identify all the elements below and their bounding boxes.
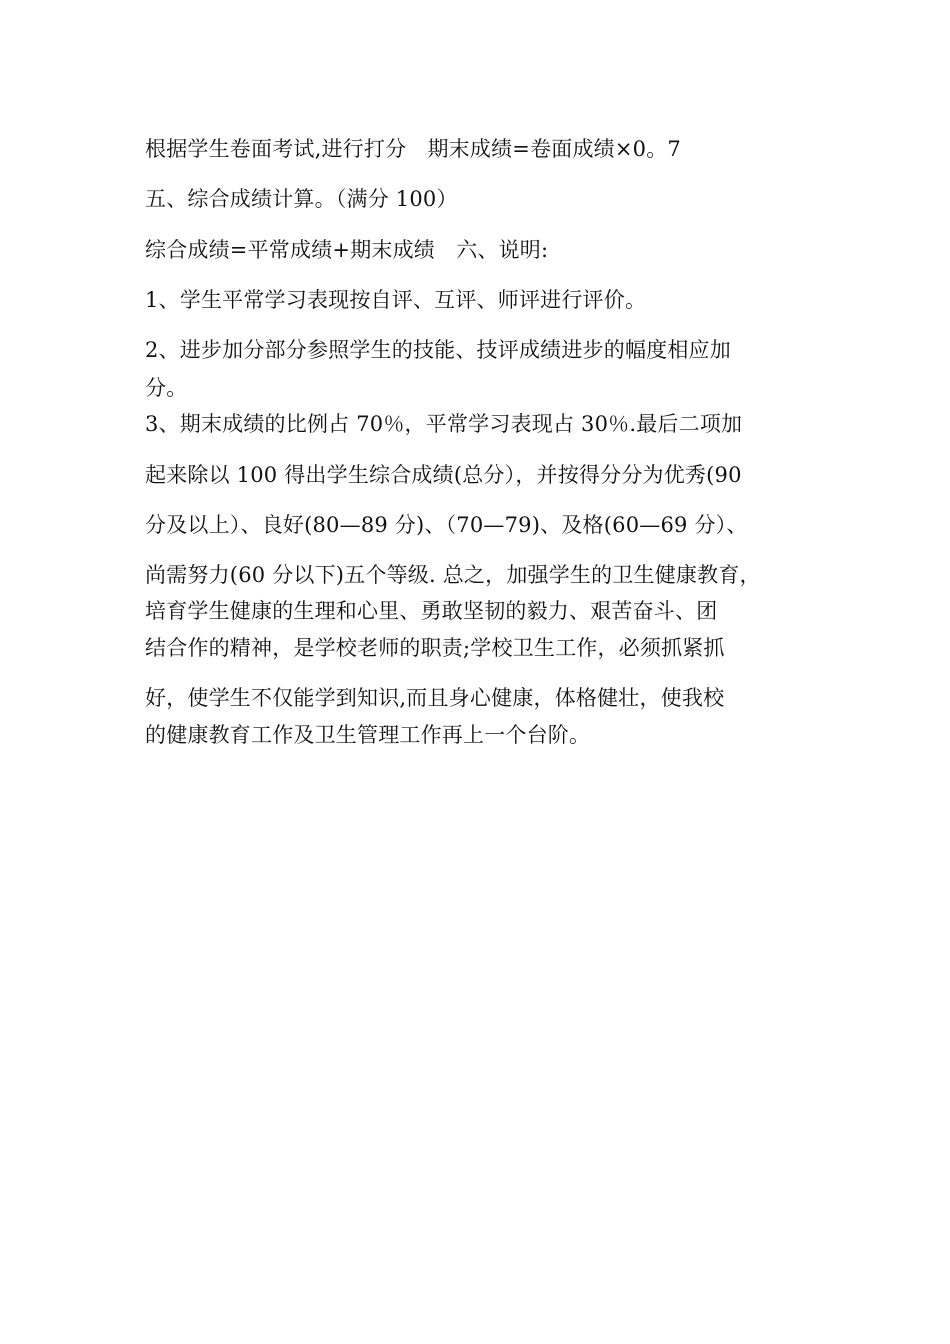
text-line-note-2: 2、进步加分部分参照学生的技能、技评成绩进步的幅度相应加 bbox=[145, 338, 731, 362]
text-line-note-2-cont: 分。 bbox=[145, 376, 188, 400]
text-line-summary-5: 的健康教育工作及卫生管理工作再上一个台阶。 bbox=[145, 723, 591, 747]
text-line-exam-scoring: 根据学生卷面考试,进行打分 期末成绩=卷面成绩×0。7 bbox=[145, 137, 681, 161]
text-line-note-3: 3、期末成绩的比例占 70％，平常学习表现占 30％.最后二项加 bbox=[145, 412, 743, 436]
text-line-summary-4: 好，使学生不仅能学到知识,而且身心健康，体格健壮，使我校 bbox=[145, 686, 725, 710]
text-line-composite-formula: 综合成绩=平常成绩+期末成绩 六、说明: bbox=[145, 238, 549, 262]
text-line-section-5-heading: 五、综合成绩计算。（满分 100） bbox=[145, 187, 458, 211]
text-line-note-3-cont-1: 起来除以 100 得出学生综合成绩(总分），并按得分分为优秀(90 bbox=[145, 463, 742, 487]
text-line-summary-1: 尚需努力(60 分以下)五个等级. 总之，加强学生的卫生健康教育， bbox=[145, 563, 761, 587]
text-line-summary-3: 结合作的精神，是学校老师的职责;学校卫生工作，必须抓紧抓 bbox=[145, 636, 725, 660]
text-line-note-1: 1、学生平常学习表现按自评、互评、师评进行评价。 bbox=[145, 288, 647, 312]
text-line-note-3-cont-2: 分及以上）、良好(80—89 分)、（70—79)、及格(60—69 分）、 bbox=[145, 513, 748, 537]
text-line-summary-2: 培育学生健康的生理和心里、勇敢坚韧的毅力、艰苦奋斗、团 bbox=[145, 599, 718, 623]
